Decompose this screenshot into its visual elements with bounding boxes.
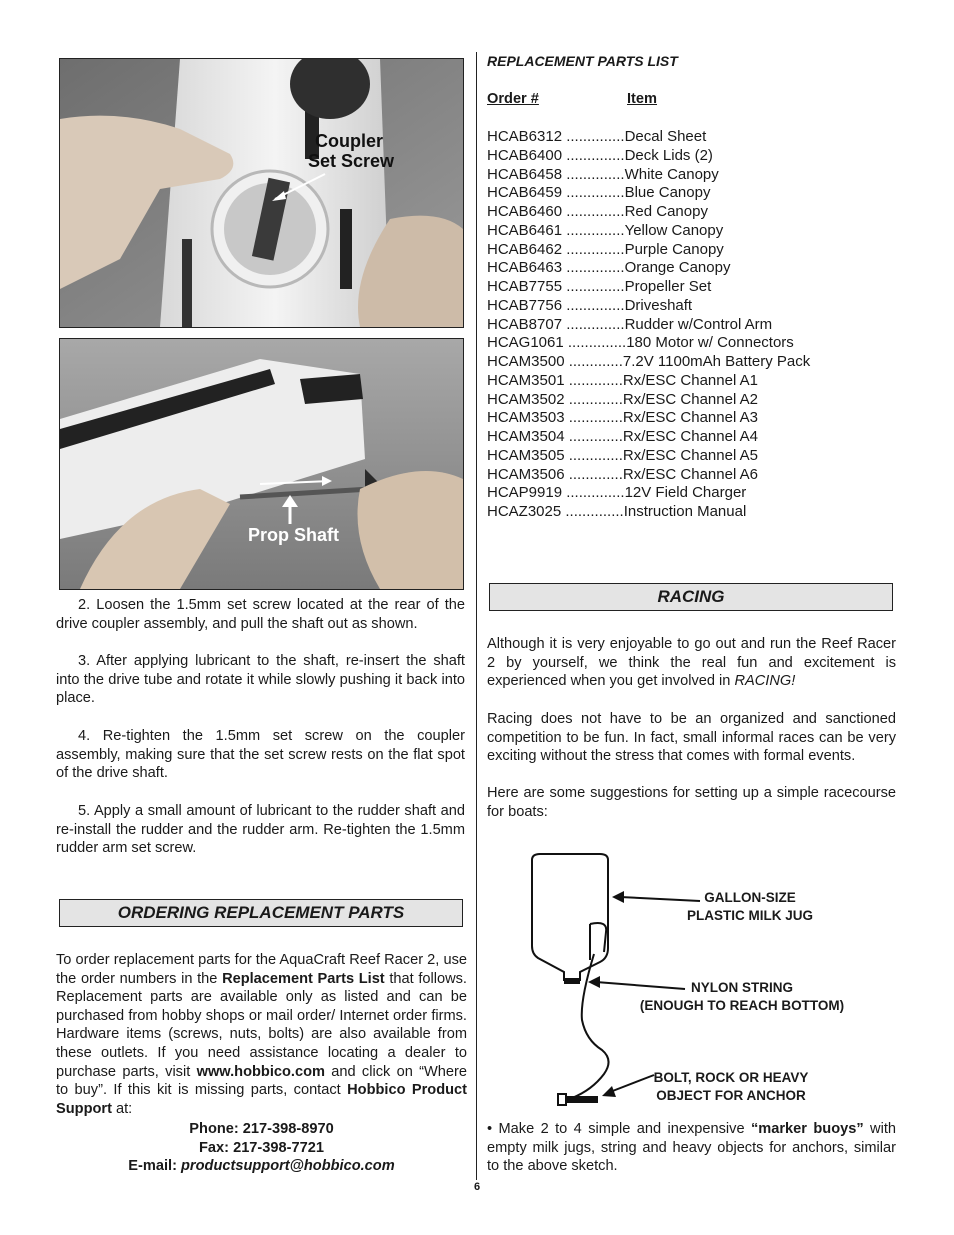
parts-row: [487, 128, 887, 147]
racing-paragraph-1: [487, 635, 896, 691]
part-order-number: HCAM3504 .............: [487, 428, 623, 445]
parts-row: [487, 409, 887, 428]
diagram-label-jug: [666, 889, 834, 925]
contact-email-label: E-mail:: [128, 1158, 182, 1175]
ordering-paragraph: [56, 951, 467, 1118]
part-item-name: Rx/ESC Channel A5: [622, 446, 758, 464]
parts-row: [487, 484, 887, 503]
nylon-string: [572, 954, 609, 1098]
parts-row: [487, 241, 887, 260]
step-4: 4. Re-tighten the 1.5mm set screw on the coupler assembly, making sure that the set screw rests on the flat spot of the drive shaft.: [56, 728, 465, 782]
part-order-number: HCAP9919 ..............: [487, 484, 625, 502]
ordering-section-header: ORDERING REPLACEMENT PARTS: [59, 899, 463, 927]
ordering-text-2: that follows. Replacement parts are available only as listed and can be purchased from hobby shops or mail order/ Internet order firms. Hardware items (screws, nuts, bolts) are also available from these outlets. If you need assistance locating a dealer to purchase parts, visit: [56, 970, 467, 1080]
part-item-name: 12V Field Charger: [624, 484, 747, 502]
page-number: 6: [473, 1181, 481, 1193]
prop-shaft-photo-image: [60, 339, 463, 589]
parts-row: [487, 353, 887, 372]
ordering-text-3: and click on “Where to buy”. If this kit is missing parts, contact: [56, 1063, 467, 1099]
column-divider: [476, 52, 477, 1180]
part-item-name: Rx/ESC Channel A3: [622, 409, 758, 427]
contact-email-link[interactable]: productsupport@hobbico.com: [181, 1158, 395, 1175]
coupler-photo: [59, 58, 464, 328]
parts-row: [487, 222, 887, 241]
part-item-name: Yellow Canopy: [624, 221, 724, 239]
parts-row: [487, 297, 887, 316]
ordering-text-1: To order replacement parts for the AquaCraft Reef Racer 2, use the order numbers in the: [56, 952, 467, 987]
part-order-number: HCAB7756 ..............: [487, 296, 625, 314]
parts-list: [487, 128, 887, 522]
string-label-line1: NYLON STRING: [690, 980, 793, 995]
anchor-label-line1: BOLT, ROCK OR HEAVY: [653, 1070, 809, 1085]
contact-phone: Phone: 217-398-8970: [189, 1121, 334, 1137]
part-item-name: Deck Lids (2): [624, 146, 713, 164]
anchor-label-line2: OBJECT FOR ANCHOR: [656, 1088, 806, 1103]
part-order-number: HCAB8707 ..............: [487, 315, 625, 333]
parts-col-item: Item: [627, 91, 658, 107]
step-3: 3. After applying lubricant to the shaft, re-insert the shaft into the drive tube and rotate it while slowly pushing it back into place.: [56, 653, 465, 707]
part-order-number: HCAM3503 .............: [487, 409, 623, 427]
ordering-text-4: at:: [111, 1100, 133, 1117]
diagram-label-string: [616, 979, 868, 1015]
part-item-name: Rx/ESC Channel A6: [622, 465, 758, 483]
racing-emphasis: RACING!: [734, 673, 796, 690]
parts-row: [487, 278, 887, 297]
parts-list-title: REPLACEMENT PARTS LIST: [487, 53, 678, 69]
parts-row: [487, 316, 887, 335]
hobbico-url-link[interactable]: www.hobbico.com: [196, 1063, 325, 1080]
prop-shaft-photo: [59, 338, 464, 590]
coupler-photo-image: [60, 59, 463, 327]
part-order-number: HCAB7755 ..............: [487, 278, 625, 295]
part-order-number: HCAZ3025 ..............: [487, 503, 624, 520]
parts-row: [487, 428, 887, 447]
part-order-number: HCAM3506 .............: [487, 465, 623, 483]
part-item-name: Orange Canopy: [624, 259, 731, 277]
part-item-name: Blue Canopy: [624, 184, 711, 202]
parts-list-reference: Replacement Parts List: [222, 970, 385, 987]
contact-block: [56, 1120, 467, 1176]
racing-paragraph-2: Racing does not have to be an organized and sanctioned competition to be fun. In fact, small informal races can be very exciting without the stress that comes with formal events.: [487, 711, 896, 765]
racing-paragraph-3: Here are some suggestions for setting up a simple racecourse for boats:: [487, 785, 896, 820]
diagram-label-anchor: [640, 1069, 822, 1105]
part-item-name: Instruction Manual: [623, 503, 747, 520]
jug-handle: [590, 923, 606, 960]
part-order-number: HCAB6461 ..............: [487, 221, 625, 239]
part-item-name: Purple Canopy: [624, 240, 724, 258]
string-label-line2: (ENOUGH TO REACH BOTTOM): [639, 998, 845, 1013]
marker-buoy-bullet: [487, 1120, 896, 1176]
part-item-name: 180 Motor w/ Connectors: [626, 334, 794, 352]
part-order-number: HCAB6460 ..............: [487, 203, 625, 220]
parts-row: [487, 447, 887, 466]
step-5: 5. Apply a small amount of lubricant to the rudder shaft and re-install the rudder and the rudder arm. Re-tighten the 1.5mm rudder arm set screw.: [56, 803, 465, 857]
jug-label-line1: GALLON-SIZE: [704, 890, 796, 905]
parts-row: [487, 259, 887, 278]
parts-row: [487, 503, 887, 522]
racing-section-header: RACING: [489, 583, 893, 611]
part-order-number: HCAB6458 ..............: [487, 165, 625, 183]
parts-row: [487, 391, 887, 410]
anchor-bolt: [564, 1096, 598, 1103]
part-item-name: Rx/ESC Channel A2: [622, 390, 758, 408]
parts-row: [487, 334, 887, 353]
part-item-name: White Canopy: [624, 165, 719, 183]
bullet-text-1: • Make 2 to 4 simple and inexpensive: [487, 1121, 751, 1137]
jug-label-line2: PLASTIC MILK JUG: [686, 908, 813, 923]
support-contact: Hobbico Product Support: [56, 1082, 468, 1117]
part-order-number: HCAB6463 ..............: [487, 259, 625, 277]
coupler-label-line1: Coupler: [315, 131, 384, 151]
part-item-name: Decal Sheet: [624, 128, 707, 145]
jug-cap: [564, 978, 580, 984]
part-order-number: HCAG1061 ..............: [487, 334, 627, 352]
parts-list-header: [487, 91, 887, 107]
part-order-number: HCAM3505 .............: [487, 446, 623, 464]
coupler-label-line2: Set Screw: [308, 151, 395, 171]
parts-col-order: Order #: [487, 91, 539, 107]
bullet-text-2: with empty milk jugs, string and heavy objects for anchors, similar to the above sketch.: [487, 1121, 896, 1175]
contact-fax: Fax: 217-398-7721: [199, 1139, 324, 1156]
part-item-name: Rx/ESC Channel A1: [622, 371, 758, 389]
part-order-number: HCAB6312 ..............: [487, 128, 625, 145]
part-order-number: HCAB6459 ..............: [487, 184, 625, 202]
parts-row: [487, 203, 887, 222]
part-item-name: 7.2V 1100mAh Battery Pack: [622, 353, 811, 370]
part-item-name: Driveshaft: [624, 296, 693, 314]
milk-jug-shape: [532, 854, 608, 980]
part-order-number: HCAB6462 ..............: [487, 240, 625, 258]
part-item-name: Rx/ESC Channel A4: [622, 428, 758, 445]
part-order-number: HCAM3500 .............: [487, 353, 623, 370]
racing-text-1: Although it is very enjoyable to go out and run the Reef Racer 2 by yourself, we think the real fun and excitement is experienced when you get involved in: [487, 636, 896, 690]
part-order-number: HCAM3502 .............: [487, 390, 623, 408]
contact-email-line: [56, 1157, 467, 1176]
parts-row: [487, 147, 887, 166]
parts-row: [487, 466, 887, 485]
step-2: 2. Loosen the 1.5mm set screw located at the rear of the drive coupler assembly, and pull the shaft out as shown.: [56, 597, 465, 632]
part-order-number: HCAM3501 .............: [487, 371, 623, 389]
part-item-name: Propeller Set: [624, 278, 712, 295]
part-order-number: HCAB6400 ..............: [487, 146, 625, 164]
bullet-emphasis: “marker buoys”: [750, 1121, 864, 1137]
parts-row: [487, 372, 887, 391]
parts-row: [487, 166, 887, 185]
prop-shaft-label: Prop Shaft: [248, 525, 340, 545]
part-item-name: Red Canopy: [624, 203, 708, 220]
parts-row: [487, 184, 887, 203]
part-item-name: Rudder w/Control Arm: [624, 315, 773, 333]
